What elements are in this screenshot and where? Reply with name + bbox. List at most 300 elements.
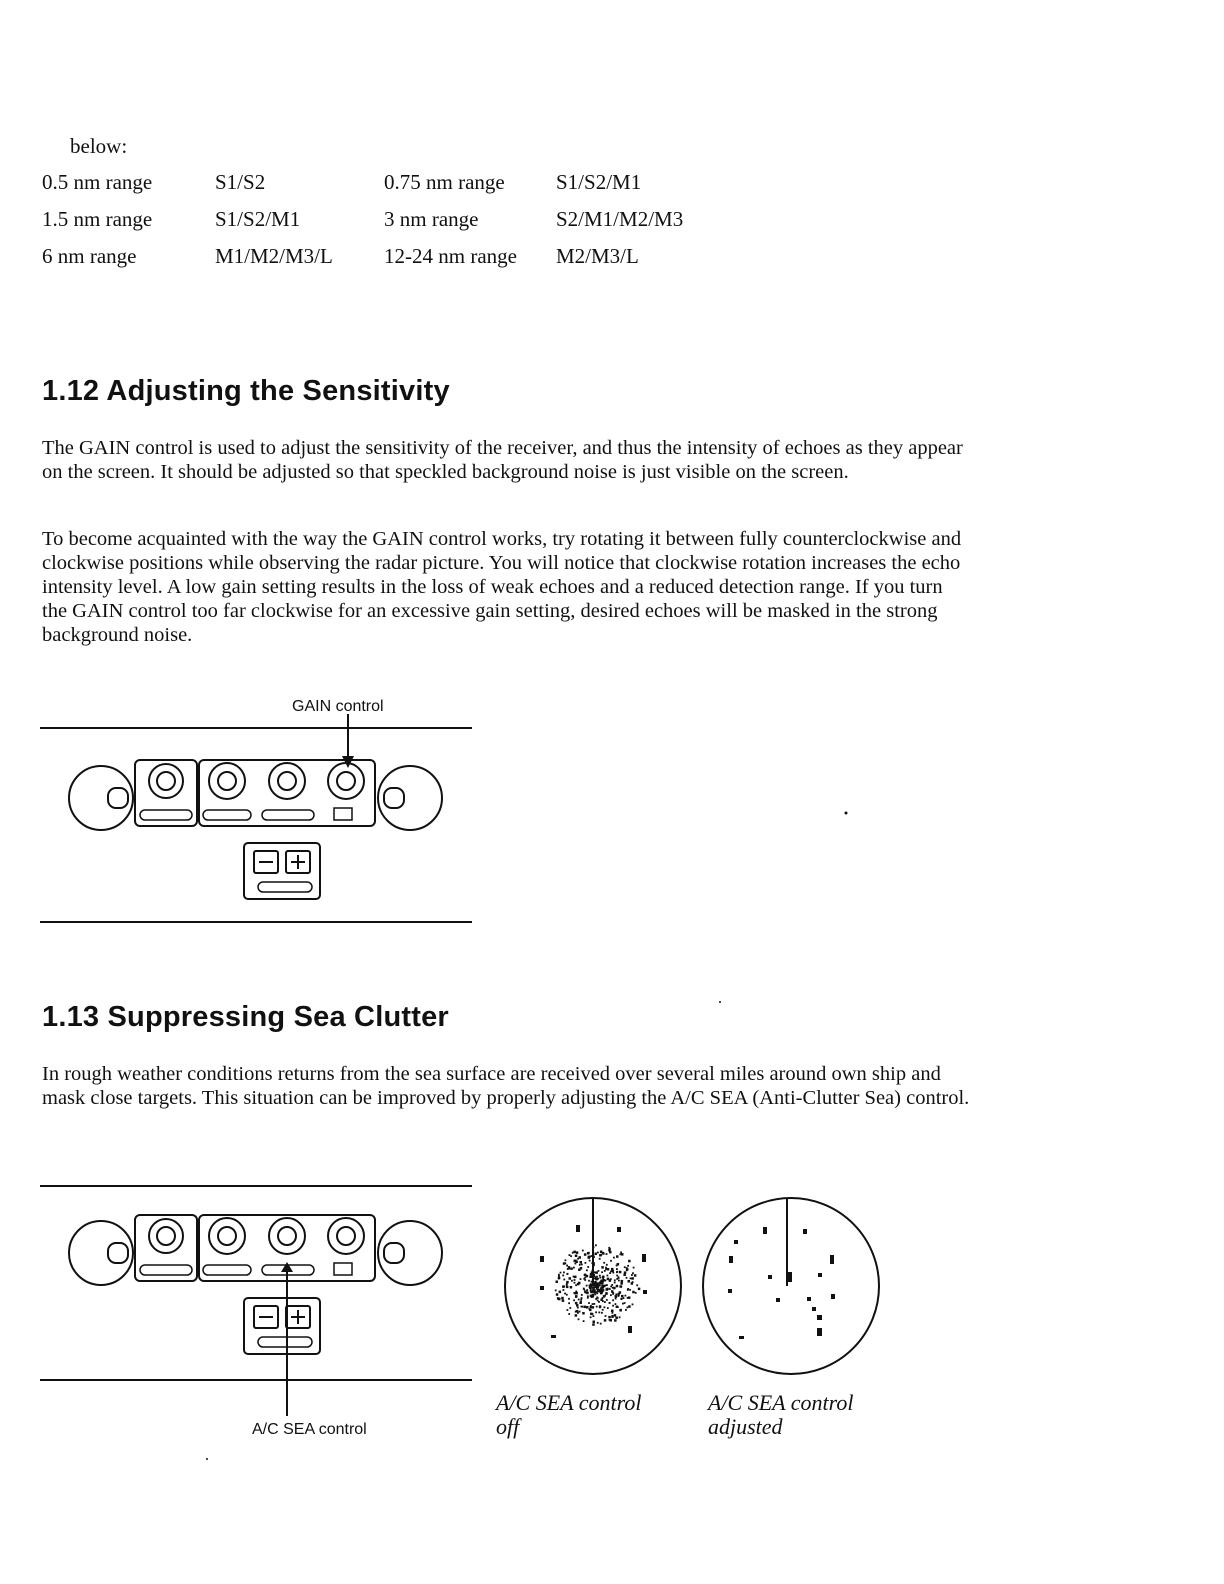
range-cell: 3 nm range bbox=[384, 207, 479, 231]
clutter-speckle bbox=[612, 1312, 614, 1314]
clutter-speckle bbox=[565, 1259, 567, 1261]
clutter-speckle bbox=[563, 1272, 565, 1274]
clutter-speckle bbox=[600, 1251, 603, 1254]
clutter-speckle bbox=[570, 1267, 573, 1270]
clutter-speckle bbox=[604, 1295, 606, 1297]
ac-rain-knob bbox=[209, 1218, 245, 1254]
clutter-speckle bbox=[606, 1264, 608, 1266]
clutter-speckle bbox=[595, 1272, 597, 1274]
clutter-speckle bbox=[624, 1271, 627, 1274]
clutter-speckle bbox=[631, 1282, 634, 1285]
clutter-speckle bbox=[587, 1266, 589, 1268]
clutter-speckle bbox=[596, 1292, 598, 1294]
clutter-speckle bbox=[607, 1275, 609, 1277]
clutter-speckle bbox=[566, 1294, 568, 1296]
clutter-speckle bbox=[600, 1291, 603, 1294]
clutter-speckle bbox=[612, 1287, 614, 1289]
clutter-speckle bbox=[615, 1298, 617, 1300]
caption-line: adjusted bbox=[708, 1414, 783, 1439]
clutter-speckle bbox=[614, 1279, 616, 1281]
clutter-speckle bbox=[576, 1251, 579, 1254]
clutter-speckle bbox=[620, 1309, 622, 1311]
clutter-speckle bbox=[590, 1283, 593, 1286]
clutter-speckle bbox=[577, 1312, 579, 1314]
clutter-speckle bbox=[575, 1302, 578, 1305]
clutter-speckle bbox=[602, 1252, 605, 1255]
clutter-speckle bbox=[597, 1286, 600, 1289]
clutter-speckle bbox=[596, 1283, 598, 1285]
clutter-speckle bbox=[627, 1289, 629, 1291]
clutter-speckle bbox=[590, 1273, 593, 1276]
clutter-speckle bbox=[587, 1297, 589, 1299]
clutter-speckle bbox=[612, 1292, 614, 1294]
clutter-speckle bbox=[590, 1284, 593, 1287]
clutter-speckle bbox=[574, 1260, 577, 1263]
clutter-speckle bbox=[609, 1251, 612, 1254]
clutter-speckle bbox=[578, 1269, 581, 1272]
clutter-speckle bbox=[592, 1290, 594, 1292]
caption-line: A/C SEA control bbox=[496, 1390, 642, 1415]
clutter-speckle bbox=[601, 1266, 604, 1269]
clutter-speckle bbox=[594, 1271, 596, 1273]
clutter-speckle bbox=[603, 1253, 605, 1255]
paragraph-text: The GAIN control is used to adjust the sensitivity of the receiver, and thus the intensity of echoes as they appear on the screen. It should be adjusted so that speckled background noise is just visible on the screen. bbox=[42, 437, 963, 483]
clutter-speckle bbox=[606, 1293, 608, 1295]
clutter-speckle bbox=[585, 1292, 587, 1294]
clutter-speckle bbox=[601, 1291, 603, 1293]
clutter-speckle bbox=[631, 1274, 633, 1276]
clutter-speckle bbox=[577, 1258, 579, 1260]
clutter-speckle bbox=[582, 1312, 585, 1315]
clutter-speckle bbox=[572, 1252, 574, 1254]
clutter-speckle bbox=[583, 1278, 585, 1280]
clutter-speckle bbox=[574, 1293, 576, 1295]
clutter-speckle bbox=[593, 1274, 595, 1276]
sensitivity-paragraph-2 bbox=[42, 527, 972, 647]
clutter-speckle bbox=[586, 1285, 588, 1287]
clutter-speckle bbox=[589, 1276, 592, 1279]
clutter-speckle bbox=[611, 1290, 614, 1293]
clutter-speckle bbox=[578, 1299, 580, 1301]
clutter-speckle bbox=[626, 1267, 628, 1269]
caption-line: A/C SEA control bbox=[708, 1390, 854, 1415]
clutter-speckle bbox=[600, 1290, 603, 1293]
clutter-speckle bbox=[598, 1312, 600, 1314]
clutter-speckle bbox=[596, 1283, 598, 1285]
clutter-speckle bbox=[609, 1302, 611, 1304]
clutter-speckle bbox=[627, 1307, 629, 1309]
clutter-speckle bbox=[603, 1295, 606, 1298]
clutter-speckle bbox=[597, 1322, 599, 1324]
intro-text: below: bbox=[70, 134, 128, 158]
range-key-panel bbox=[244, 1298, 320, 1354]
clutter-speckle bbox=[606, 1253, 608, 1255]
clutter-speckle bbox=[598, 1291, 600, 1293]
clutter-speckle bbox=[575, 1284, 577, 1286]
clutter-speckle bbox=[584, 1306, 587, 1309]
clutter-speckle bbox=[584, 1277, 586, 1279]
clutter-speckle bbox=[570, 1255, 572, 1257]
clutter-speckle bbox=[568, 1268, 570, 1270]
clutter-speckle bbox=[589, 1308, 591, 1310]
clutter-speckle bbox=[596, 1276, 598, 1278]
clutter-speckle bbox=[599, 1305, 602, 1308]
clutter-speckle bbox=[556, 1281, 559, 1284]
clutter-speckle bbox=[595, 1298, 597, 1300]
range-cell: 1.5 nm range bbox=[42, 207, 153, 231]
clutter-speckle bbox=[613, 1257, 615, 1259]
clutter-speckle bbox=[602, 1297, 604, 1299]
clutter-speckle bbox=[599, 1307, 601, 1309]
clutter-speckle bbox=[638, 1288, 641, 1291]
clutter-speckle bbox=[627, 1297, 629, 1299]
clutter-speckle bbox=[605, 1267, 607, 1269]
clutter-speckle bbox=[604, 1301, 606, 1303]
clutter-speckle bbox=[578, 1282, 581, 1285]
clutter-speckle bbox=[617, 1306, 619, 1308]
clutter-speckle bbox=[602, 1280, 604, 1282]
table-row bbox=[42, 244, 742, 274]
clutter-speckle bbox=[616, 1275, 618, 1277]
clutter-speckle bbox=[592, 1323, 595, 1326]
clutter-speckle bbox=[632, 1291, 635, 1294]
clutter-speckle bbox=[602, 1289, 605, 1292]
knob-panel bbox=[199, 760, 375, 826]
clutter-speckle bbox=[615, 1295, 617, 1297]
clutter-speckle bbox=[581, 1264, 583, 1266]
clutter-speckle bbox=[598, 1301, 600, 1303]
clutter-speckle bbox=[607, 1278, 610, 1281]
clutter-speckle bbox=[579, 1264, 581, 1266]
clutter-speckle bbox=[581, 1306, 583, 1308]
clutter-speckle bbox=[600, 1291, 602, 1293]
clutter-speckle bbox=[575, 1314, 578, 1317]
clutter-speckle bbox=[596, 1283, 599, 1286]
clutter-speckle bbox=[595, 1284, 597, 1286]
clutter-speckle bbox=[612, 1299, 614, 1301]
clutter-speckle bbox=[595, 1311, 597, 1313]
clutter-speckle bbox=[594, 1291, 597, 1294]
clutter-speckle bbox=[624, 1302, 626, 1304]
clutter-speckle bbox=[581, 1297, 583, 1299]
clutter-speckle bbox=[579, 1311, 581, 1313]
clutter-speckle bbox=[604, 1306, 606, 1308]
clutter-speckle bbox=[620, 1286, 622, 1288]
brilliance-knob bbox=[149, 764, 183, 798]
caption-line: off bbox=[496, 1414, 520, 1439]
clutter-speckle bbox=[610, 1319, 613, 1322]
clutter-speckle bbox=[630, 1278, 632, 1280]
clutter-speckle bbox=[612, 1293, 614, 1295]
clutter-speckle bbox=[600, 1280, 602, 1282]
clutter-speckle bbox=[588, 1252, 590, 1254]
clutter-speckle bbox=[605, 1315, 607, 1317]
clutter-speckle bbox=[627, 1265, 629, 1267]
clutter-speckle bbox=[601, 1286, 604, 1289]
caption-clutter-off bbox=[496, 1391, 641, 1439]
gain-control-label: GAIN control bbox=[292, 698, 384, 715]
ac-rain-knob bbox=[209, 763, 245, 799]
clutter-speckle bbox=[628, 1280, 631, 1283]
clutter-speckle bbox=[590, 1289, 592, 1291]
clutter-speckle bbox=[583, 1288, 585, 1290]
clutter-speckle bbox=[627, 1288, 629, 1290]
clutter-speckle bbox=[557, 1297, 560, 1300]
range-key-panel bbox=[244, 843, 320, 899]
clutter-speckle bbox=[569, 1277, 572, 1280]
clutter-speckle bbox=[601, 1284, 603, 1286]
clutter-speckle bbox=[602, 1276, 605, 1279]
clutter-speckle bbox=[593, 1291, 595, 1293]
clutter-speckle bbox=[586, 1269, 588, 1271]
radar-scope-clutter-adjusted bbox=[703, 1198, 879, 1374]
clutter-speckle bbox=[574, 1292, 576, 1294]
clutter-speckle bbox=[597, 1284, 599, 1286]
clutter-speckle bbox=[566, 1284, 568, 1286]
clutter-speckle bbox=[597, 1278, 599, 1280]
clutter-speckle bbox=[612, 1270, 614, 1272]
clutter-speckle bbox=[626, 1277, 628, 1279]
clutter-speckle bbox=[575, 1261, 578, 1264]
clutter-speckle bbox=[575, 1292, 577, 1294]
clutter-speckle bbox=[606, 1288, 609, 1291]
clutter-speckle bbox=[593, 1321, 596, 1324]
clutter-speckle bbox=[564, 1293, 566, 1295]
clutter-speckle bbox=[583, 1289, 585, 1291]
clutter-speckle bbox=[588, 1280, 590, 1282]
clutter-speckle bbox=[560, 1272, 562, 1274]
clutter-speckle bbox=[618, 1295, 620, 1297]
section-heading-sea-clutter: 1.13 Suppressing Sea Clutter bbox=[42, 1001, 449, 1033]
clutter-speckle bbox=[574, 1276, 577, 1279]
clutter-speckle bbox=[616, 1306, 619, 1309]
clutter-speckle bbox=[635, 1292, 637, 1294]
clutter-speckle bbox=[601, 1312, 603, 1314]
clutter-speckle bbox=[614, 1319, 617, 1322]
clutter-speckle bbox=[620, 1282, 623, 1285]
clutter-speckle bbox=[619, 1271, 622, 1274]
clutter-speckle bbox=[615, 1303, 617, 1305]
clutter-speckle bbox=[580, 1300, 582, 1302]
clutter-speckle bbox=[575, 1291, 577, 1293]
clutter-speckle bbox=[611, 1284, 613, 1286]
clutter-speckle bbox=[566, 1273, 568, 1275]
clutter-speckle bbox=[596, 1284, 599, 1287]
paragraph-text: To become acquainted with the way the GAIN control works, try rotating it between fully counterclockwise and clockwise positions while observing the radar picture. You will notice that clockwise rotation increases the echo intensity level. A low gain setting results in the loss of weak echoes and a reduced detection range. If you turn the GAIN control too far clockwise for an excessive gain setting, desired echoes will be masked in the strong background noise. bbox=[42, 528, 962, 646]
clutter-speckle bbox=[616, 1268, 618, 1270]
clutter-speckle bbox=[599, 1289, 601, 1291]
clutter-speckle bbox=[603, 1279, 606, 1282]
clutter-speckle bbox=[568, 1302, 570, 1304]
clutter-speckle bbox=[598, 1290, 601, 1293]
clutter-speckle bbox=[609, 1248, 611, 1250]
clutter-speckle bbox=[577, 1283, 580, 1286]
clutter-speckle bbox=[602, 1287, 604, 1289]
clutter-speckle bbox=[605, 1292, 608, 1295]
clutter-speckle bbox=[610, 1286, 612, 1288]
clutter-speckle bbox=[589, 1285, 591, 1287]
clutter-speckle bbox=[603, 1262, 605, 1264]
clutter-speckle bbox=[607, 1307, 609, 1309]
clutter-speckle bbox=[592, 1296, 594, 1298]
clutter-speckle bbox=[576, 1304, 579, 1307]
clutter-speckle bbox=[584, 1253, 587, 1256]
clutter-speckle bbox=[595, 1244, 597, 1246]
clutter-speckle bbox=[592, 1279, 594, 1281]
clutter-speckle bbox=[616, 1285, 619, 1288]
clutter-speckle bbox=[593, 1315, 595, 1317]
clutter-speckle bbox=[615, 1317, 618, 1320]
clutter-speckle bbox=[594, 1289, 596, 1291]
clutter-speckle bbox=[592, 1286, 595, 1289]
clutter-speckle bbox=[563, 1289, 565, 1291]
clutter-speckle bbox=[567, 1273, 569, 1275]
clutter-speckle bbox=[558, 1277, 561, 1280]
clutter-speckle bbox=[604, 1285, 606, 1287]
clutter-speckle bbox=[584, 1274, 587, 1277]
clutter-speckle bbox=[619, 1316, 621, 1318]
clutter-speckle bbox=[595, 1253, 598, 1256]
clutter-speckle bbox=[615, 1295, 618, 1298]
clutter-speckle bbox=[590, 1291, 593, 1294]
clutter-speckle bbox=[594, 1292, 596, 1294]
clutter-speckle bbox=[590, 1306, 593, 1309]
clutter-speckle bbox=[581, 1306, 583, 1308]
clutter-speckle bbox=[592, 1276, 594, 1278]
clutter-speckle bbox=[583, 1320, 585, 1322]
clutter-speckle bbox=[575, 1311, 577, 1313]
clutter-speckle bbox=[616, 1255, 619, 1258]
caption-clutter-adjusted bbox=[708, 1391, 853, 1439]
sea-clutter-paragraph bbox=[42, 1062, 972, 1110]
clutter-speckle bbox=[609, 1279, 612, 1282]
clutter-speckle bbox=[579, 1302, 582, 1305]
left-bracket-knob bbox=[69, 766, 133, 830]
clutter-speckle bbox=[596, 1283, 598, 1285]
clutter-speckle bbox=[585, 1262, 587, 1264]
clutter-speckle bbox=[626, 1268, 629, 1271]
clutter-speckle bbox=[602, 1281, 604, 1283]
clutter-speckle bbox=[623, 1297, 625, 1299]
clutter-speckle bbox=[621, 1298, 623, 1300]
clutter-speckle bbox=[586, 1306, 589, 1309]
clutter-speckle bbox=[592, 1262, 595, 1265]
clutter-speckle bbox=[611, 1268, 614, 1271]
clutter-speckle bbox=[594, 1278, 596, 1280]
pulse-cell: S2/M1/M2/M3 bbox=[556, 207, 684, 231]
clutter-speckle bbox=[573, 1267, 575, 1269]
clutter-speckle bbox=[624, 1266, 626, 1268]
clutter-speckle bbox=[609, 1288, 611, 1290]
clutter-speckle bbox=[592, 1313, 594, 1315]
clutter-speckle bbox=[596, 1286, 598, 1288]
clutter-speckle bbox=[600, 1323, 602, 1325]
clutter-speckle bbox=[607, 1268, 610, 1271]
pulse-cell: M2/M3/L bbox=[556, 244, 639, 268]
clutter-speckle bbox=[604, 1319, 607, 1322]
clutter-speckle bbox=[611, 1315, 614, 1318]
clutter-speckle bbox=[577, 1307, 579, 1309]
ac-sea-knob bbox=[269, 1218, 305, 1254]
clutter-speckle bbox=[599, 1281, 602, 1284]
paragraph-text: In rough weather conditions returns from the sea surface are received over several miles around own ship and mask close targets. This situation can be improved by properly adjusting the A/C SEA (Anti-Clutter Sea) control. bbox=[42, 1063, 970, 1109]
clutter-speckle bbox=[562, 1275, 564, 1277]
clutter-speckle bbox=[616, 1271, 618, 1273]
clutter-speckle bbox=[596, 1297, 598, 1299]
clutter-speckle bbox=[626, 1269, 628, 1271]
clutter-speckle bbox=[612, 1315, 614, 1317]
clutter-speckle bbox=[599, 1275, 601, 1277]
clutter-speckle bbox=[590, 1305, 592, 1307]
clutter-speckle bbox=[632, 1272, 634, 1274]
clutter-speckle bbox=[595, 1278, 598, 1281]
clutter-speckle bbox=[603, 1285, 606, 1288]
clutter-speckle bbox=[580, 1298, 582, 1300]
clutter-speckle bbox=[632, 1304, 634, 1306]
clutter-speckle bbox=[601, 1271, 603, 1273]
clutter-speckle bbox=[569, 1254, 571, 1256]
clutter-speckle bbox=[582, 1250, 584, 1252]
clutter-speckle bbox=[558, 1298, 561, 1301]
clutter-speckle bbox=[578, 1318, 580, 1320]
clutter-speckle bbox=[619, 1291, 622, 1294]
clutter-speckle bbox=[589, 1260, 591, 1262]
clutter-speckle bbox=[602, 1300, 604, 1302]
clutter-speckle bbox=[597, 1289, 600, 1292]
clutter-speckle bbox=[562, 1285, 565, 1288]
clutter-speckle bbox=[597, 1252, 599, 1254]
clutter-speckle bbox=[618, 1276, 620, 1278]
clutter-speckle bbox=[567, 1309, 569, 1311]
clutter-speckle bbox=[590, 1313, 593, 1316]
clutter-speckle bbox=[593, 1303, 595, 1305]
clutter-speckle bbox=[589, 1309, 592, 1312]
clutter-speckle bbox=[591, 1275, 594, 1278]
clutter-speckle bbox=[568, 1313, 570, 1315]
clutter-speckle bbox=[600, 1299, 603, 1302]
clutter-speckle bbox=[633, 1267, 635, 1269]
clutter-speckle bbox=[610, 1278, 612, 1280]
clutter-speckle bbox=[594, 1281, 597, 1284]
clutter-speckle bbox=[596, 1284, 598, 1286]
clutter-speckle bbox=[574, 1282, 576, 1284]
clutter-speckle bbox=[597, 1300, 599, 1302]
clutter-speckle bbox=[610, 1294, 612, 1296]
clutter-speckle bbox=[636, 1284, 638, 1286]
clutter-speckle bbox=[606, 1288, 609, 1291]
clutter-speckle bbox=[575, 1260, 577, 1262]
clutter-speckle bbox=[573, 1299, 575, 1301]
clutter-speckle bbox=[584, 1279, 586, 1281]
brilliance-panel bbox=[135, 760, 197, 826]
clutter-speckle bbox=[594, 1283, 597, 1286]
clutter-speckle bbox=[614, 1314, 617, 1317]
clutter-speckle bbox=[589, 1285, 591, 1287]
clutter-speckle bbox=[605, 1268, 607, 1270]
clutter-speckle bbox=[591, 1296, 593, 1298]
clutter-speckle bbox=[596, 1284, 598, 1286]
clutter-speckle bbox=[613, 1287, 616, 1290]
clutter-speckle bbox=[596, 1283, 598, 1285]
clutter-speckle bbox=[608, 1247, 610, 1249]
clutter-speckle bbox=[621, 1280, 624, 1283]
clutter-speckle bbox=[593, 1290, 596, 1293]
clutter-speckle bbox=[619, 1285, 622, 1288]
clutter-speckle bbox=[595, 1271, 598, 1274]
clutter-speckle bbox=[558, 1278, 560, 1280]
clutter-speckle bbox=[592, 1291, 594, 1293]
clutter-speckle bbox=[625, 1309, 627, 1311]
